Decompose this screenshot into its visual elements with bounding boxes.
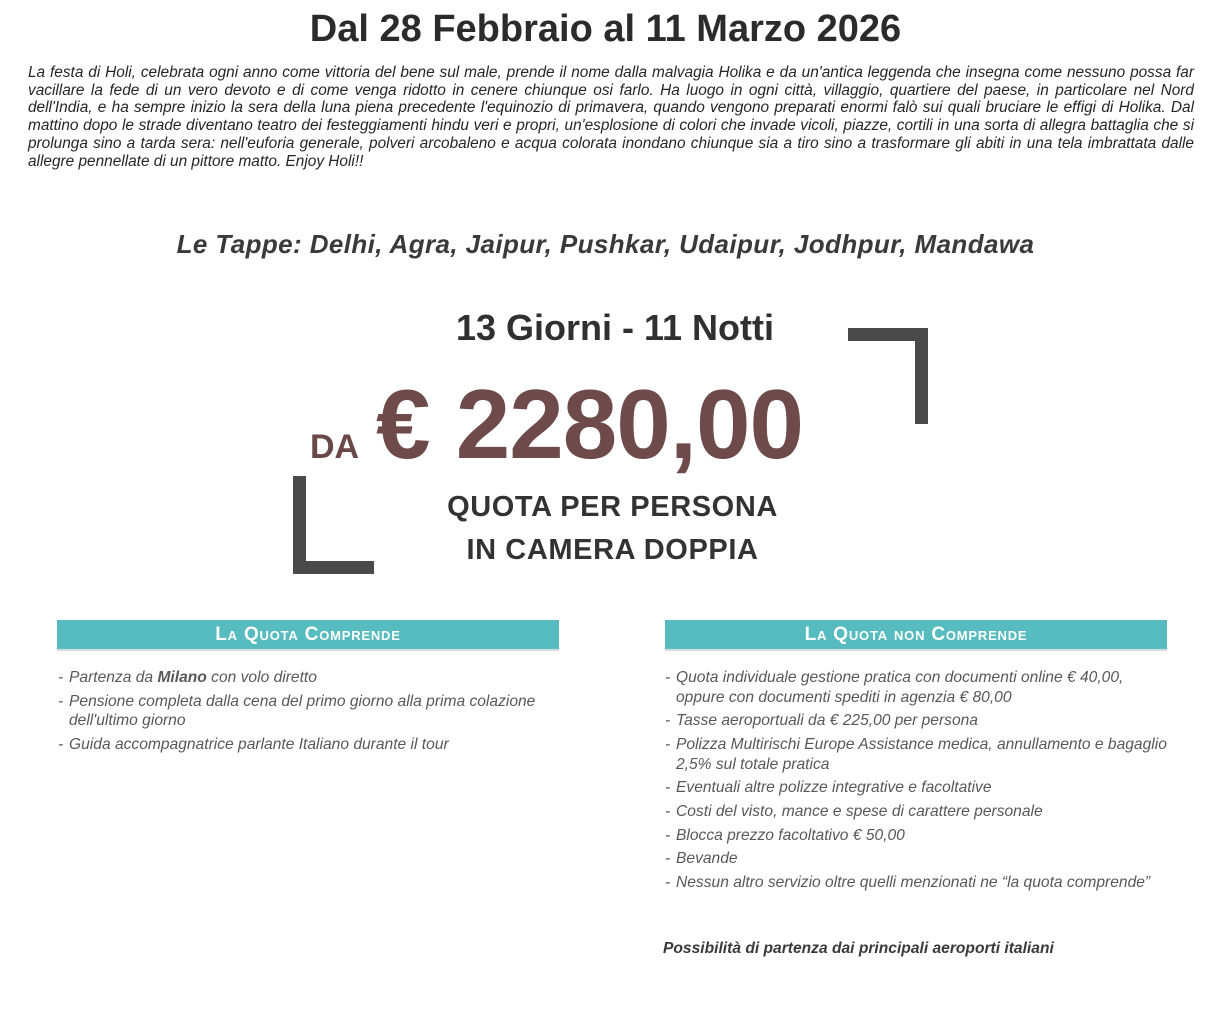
- list-item: [665, 735, 1175, 775]
- decorative-bracket-bottom-left: [293, 476, 374, 574]
- list-item: [665, 802, 1175, 822]
- trip-duration: 13 Giorni - 11 Notti: [455, 307, 775, 348]
- list-dash: -: [58, 669, 64, 686]
- list-dash: -: [665, 850, 671, 868]
- page-title: Dal 28 Febbraio al 11 Marzo 2026: [309, 8, 902, 50]
- includes-header: La Quota Comprende: [57, 620, 559, 651]
- list-item-text: Pensione completa dalla cena del primo giorno alla prima colazione dell'ultimo giorno: [69, 692, 536, 730]
- list-item: [58, 692, 568, 732]
- list-item-text: Guida accompagnatrice parlante Italiano durante il tour: [69, 735, 449, 753]
- list-dash: -: [665, 826, 671, 844]
- list-dash: -: [665, 873, 671, 891]
- list-item-text: Nessun altro servizio oltre quelli menzionati ne “la quota comprende”: [676, 873, 1151, 891]
- list-dash: -: [665, 712, 671, 730]
- decorative-bracket-top-right: [848, 328, 928, 424]
- list-dash: -: [665, 735, 671, 753]
- list-item-text: Blocca prezzo facoltativo € 50,00: [676, 826, 905, 844]
- price-prefix: DA: [310, 428, 360, 466]
- list-item-text: Bevande: [676, 850, 738, 868]
- list-dash: -: [58, 735, 64, 753]
- list-dash: -: [665, 802, 671, 820]
- excludes-list: [665, 668, 1175, 896]
- list-item: [58, 735, 568, 755]
- list-item: [665, 849, 1175, 869]
- price-note-line-1: QUOTA PER PERSONA: [447, 491, 778, 523]
- list-item: [665, 778, 1175, 798]
- price-amount: € 2280,00: [376, 369, 803, 479]
- list-dash: -: [665, 669, 671, 686]
- list-dash: -: [665, 779, 671, 797]
- list-item-emphasis: Milano: [157, 669, 207, 686]
- list-item: [665, 711, 1175, 731]
- list-item-text: Tasse aeroportuali da € 225,00 per persona: [676, 712, 978, 730]
- list-item-text: Partenza da: [69, 669, 158, 686]
- price-note-line-2: IN CAMERA DOPPIA: [466, 534, 759, 566]
- list-item: [665, 873, 1175, 893]
- intro-paragraph: La festa di Holi, celebrata ogni anno come vittoria del bene sul male, prende il nome dalla malvagia Holika e da un'antica leggenda che insegna come nessuno possa far vacillare la fede di un vero devoto e di come venga ridotto in cenere chiunque osi farlo. Ha luogo in ogni città, villaggio, quartiere del paese, in particolare nel Nord dell'India, e ha sempre inizio la sera della luna piena precedente l'equinozio di primavera, quando vengono preparati enormi falò sui quali bruciare le effigi di Holika. Dal mattino dopo le strade diventano teatro dei festeggiamenti hindu veri e propri, un'esplosione di colori che invade vicoli, piazze, cortili in una sorta di allegra battaglia che si prolunga sino a tarda sera: nell'euforia generale, polveri arcobaleno e acqua colorata inondano chiunque sia a tiro sino a trasformare gli abiti in una tela imbrattata dalle allegre pennellate di un pittore matto. Enjoy Holi!!: [28, 64, 1194, 170]
- list-item: [665, 668, 1175, 708]
- departure-note: Possibilità di partenza dai principali aeroporti italiani: [663, 940, 1054, 957]
- includes-list: [58, 668, 568, 759]
- itinerary-stops: Le Tappe: Delhi, Agra, Jaipur, Pushkar, Udaipur, Jodhpur, Mandawa: [176, 229, 1035, 259]
- list-dash: -: [58, 692, 64, 710]
- list-item-text: Costi del visto, mance e spese di carattere personale: [676, 802, 1043, 820]
- excludes-header: La Quota non Comprende: [665, 620, 1167, 651]
- list-item-text: Eventuali altre polizze integrative e facoltative: [676, 779, 992, 797]
- list-item-text: Quota individuale gestione pratica con documenti online € 40,00, oppure con documenti spediti in agenzia € 80,00: [676, 669, 1124, 706]
- list-item: [665, 826, 1175, 846]
- list-item-text: con volo diretto: [206, 669, 317, 686]
- list-item: [58, 668, 568, 688]
- list-item-text: Polizza Multirischi Europe Assistance medica, annullamento e bagaglio 2,5% sul totale pratica: [676, 735, 1167, 773]
